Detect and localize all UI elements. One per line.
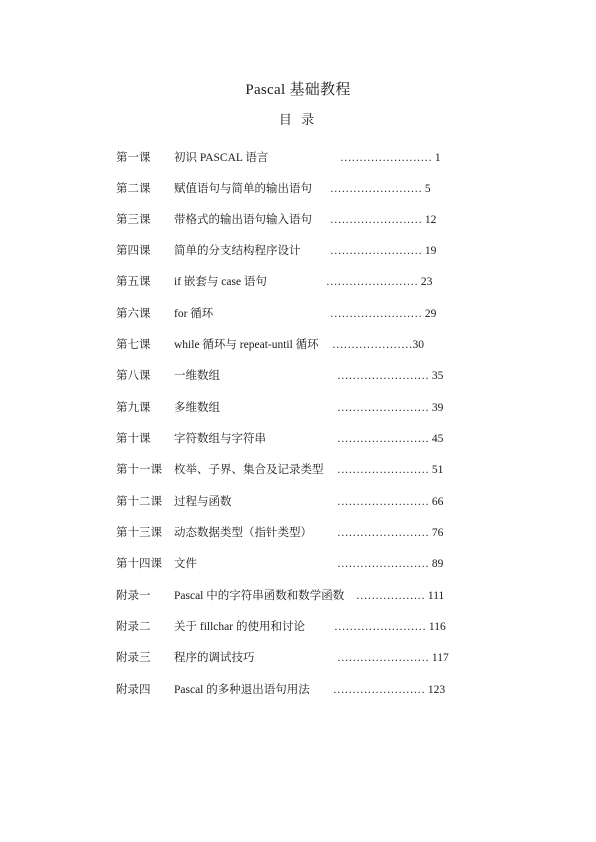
toc-page-number: …………………… 19 — [330, 245, 437, 257]
toc-row-09[interactable] — [0, 398, 596, 418]
toc-topic-title: for 循环 — [174, 308, 214, 320]
toc-page-number: …………………… 23 — [326, 276, 433, 288]
toc-topic-title: while 循环与 repeat-until 循环 — [174, 339, 319, 351]
toc-page-number: …………………… 116 — [334, 621, 446, 633]
toc-lesson-label: 附录四 — [116, 684, 151, 696]
toc-page-number: …………………… 1 — [340, 152, 441, 164]
toc-page-number: …………………… 66 — [337, 496, 444, 508]
toc-topic-title: if 嵌套与 case 语句 — [174, 276, 267, 288]
toc-page-number: …………………… 123 — [333, 684, 446, 696]
toc-lesson-label: 第十四课 — [116, 558, 162, 570]
toc-page-number: …………………… 45 — [337, 433, 444, 445]
toc-lesson-label: 第五课 — [116, 276, 151, 288]
toc-topic-title: 关于 fillchar 的使用和讨论 — [174, 621, 305, 633]
toc-lesson-label: 附录二 — [116, 621, 151, 633]
toc-lesson-label: 附录一 — [116, 590, 151, 602]
toc-page-number: …………………… 76 — [337, 527, 444, 539]
toc-row-04[interactable] — [0, 241, 596, 261]
toc-lesson-label: 第一课 — [116, 152, 151, 164]
toc-row-07[interactable] — [0, 335, 596, 355]
toc-row-17[interactable] — [0, 648, 596, 668]
toc-topic-title: 赋值语句与简单的输出语句 — [174, 183, 312, 195]
toc-row-15[interactable] — [0, 586, 596, 606]
toc-list — [0, 145, 596, 725]
toc-page-number: …………………… 89 — [337, 558, 444, 570]
toc-topic-title: 带格式的输出语句输入语句 — [174, 214, 312, 226]
toc-page-number: ……………… 111 — [356, 590, 445, 602]
toc-lesson-label: 第八课 — [116, 370, 151, 382]
toc-row-11[interactable] — [0, 460, 596, 480]
toc-topic-title: 动态数据类型（指针类型） — [174, 527, 312, 539]
toc-page-number: …………………… 39 — [337, 402, 444, 414]
toc-lesson-label: 第七课 — [116, 339, 151, 351]
toc-lesson-label: 第三课 — [116, 214, 151, 226]
toc-row-18[interactable] — [0, 680, 596, 700]
page-title: Pascal 基础教程 — [245, 82, 351, 98]
toc-row-10[interactable] — [0, 429, 596, 449]
toc-row-03[interactable] — [0, 210, 596, 230]
toc-page-number: …………………… 51 — [337, 464, 444, 476]
toc-lesson-label: 第二课 — [116, 183, 151, 195]
toc-heading: 目 录 — [278, 112, 318, 127]
toc-topic-title: 程序的调试技巧 — [174, 652, 255, 664]
toc-row-08[interactable] — [0, 366, 596, 386]
toc-lesson-label: 附录三 — [116, 652, 151, 664]
toc-row-16[interactable] — [0, 617, 596, 637]
toc-lesson-label: 第九课 — [116, 402, 151, 414]
toc-topic-title: 简单的分支结构程序设计 — [174, 245, 301, 257]
toc-row-14[interactable] — [0, 554, 596, 574]
toc-topic-title: 枚举、子界、集合及记录类型 — [174, 464, 324, 476]
toc-topic-title: Pascal 中的字符串函数和数学函数 — [174, 590, 345, 602]
toc-topic-title: 初识 PASCAL 语言 — [174, 152, 269, 164]
toc-page-number: …………………30 — [332, 339, 424, 351]
toc-lesson-label: 第十课 — [116, 433, 151, 445]
toc-topic-title: Pascal 的多种退出语句用法 — [174, 684, 310, 696]
toc-lesson-label: 第十二课 — [116, 496, 162, 508]
toc-topic-title: 文件 — [174, 558, 197, 570]
toc-row-06[interactable] — [0, 304, 596, 324]
toc-topic-title: 字符数组与字符串 — [174, 433, 266, 445]
toc-page-number: …………………… 5 — [330, 183, 431, 195]
toc-topic-title: 多维数组 — [174, 402, 220, 414]
toc-page-number: …………………… 29 — [330, 308, 437, 320]
toc-lesson-label: 第四课 — [116, 245, 151, 257]
toc-page-number: …………………… 12 — [330, 214, 437, 226]
toc-row-05[interactable] — [0, 272, 596, 292]
toc-topic-title: 过程与函数 — [174, 496, 232, 508]
toc-lesson-label: 第十三课 — [116, 527, 162, 539]
toc-row-13[interactable] — [0, 523, 596, 543]
toc-page-number: …………………… 35 — [337, 370, 444, 382]
toc-lesson-label: 第十一课 — [116, 464, 162, 476]
toc-page-number: …………………… 117 — [337, 652, 449, 664]
toc-lesson-label: 第六课 — [116, 308, 151, 320]
toc-row-01[interactable] — [0, 148, 596, 168]
toc-row-12[interactable] — [0, 492, 596, 512]
toc-topic-title: 一维数组 — [174, 370, 220, 382]
toc-row-02[interactable] — [0, 179, 596, 199]
